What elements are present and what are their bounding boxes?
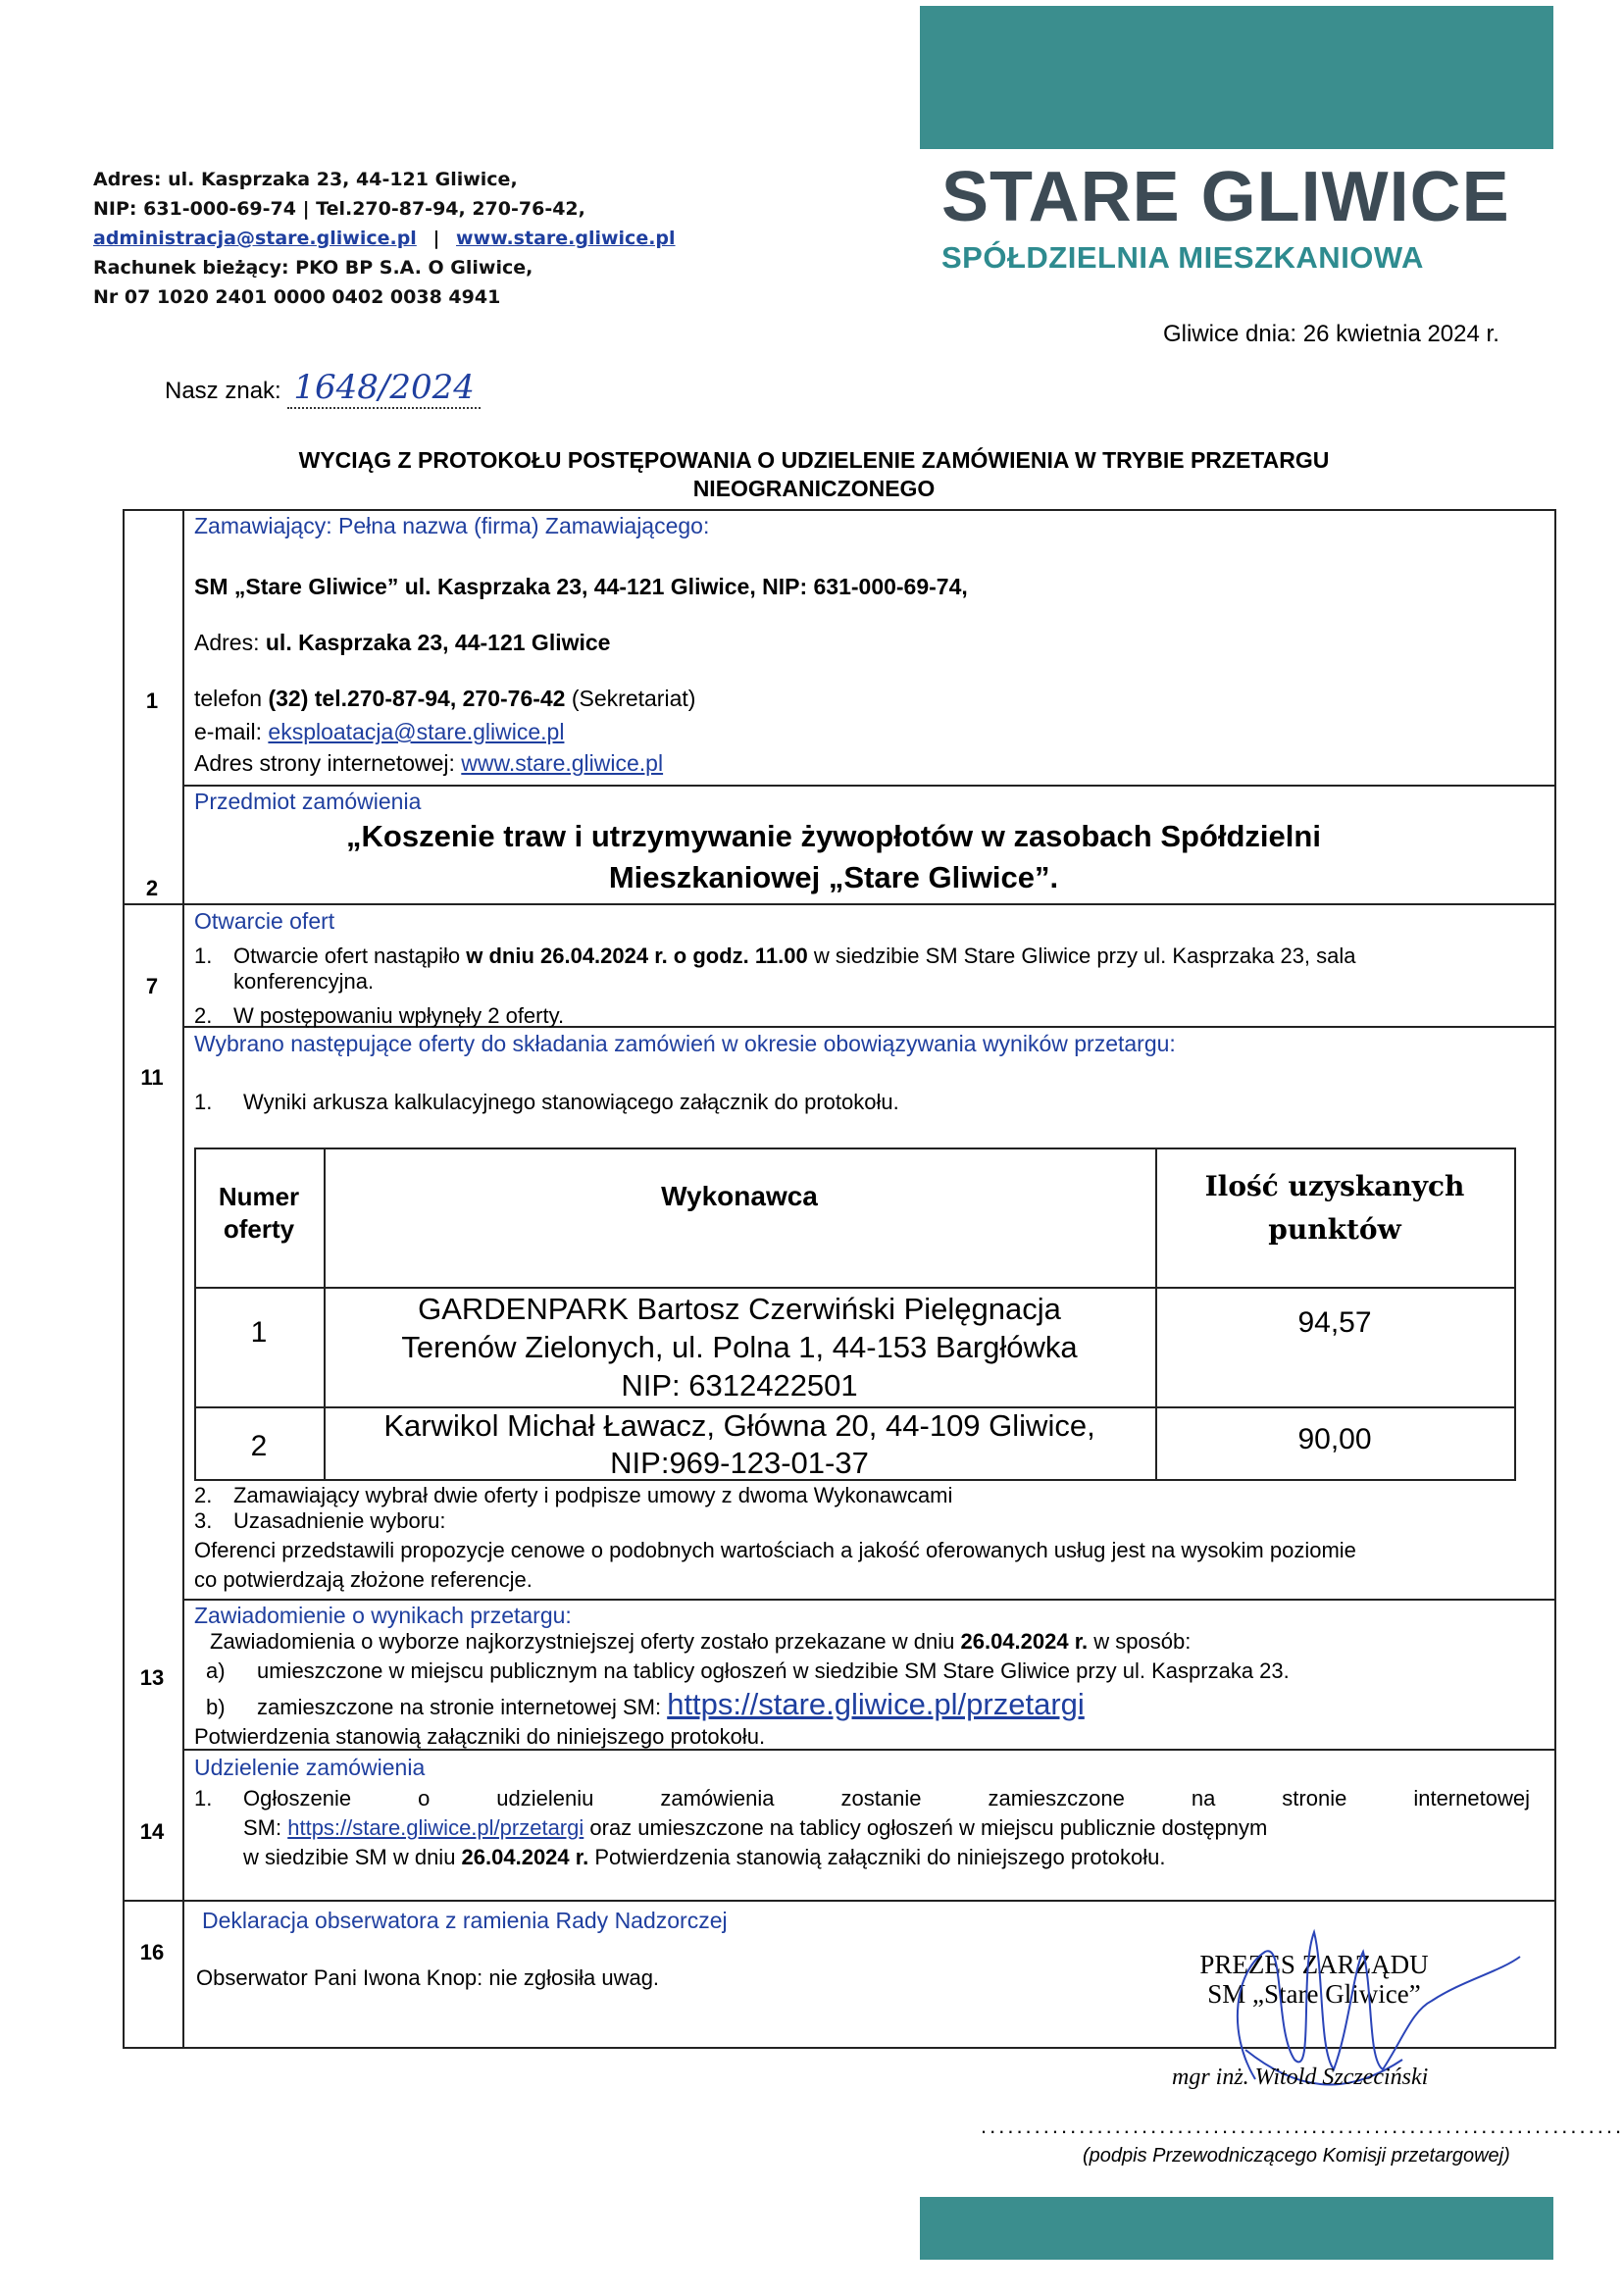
account-number-line: Nr 07 1020 2401 0000 0402 0038 4941 (93, 286, 501, 308)
notice-text-a: Zawiadomienia o wyborze najkorzystniejszej oferty zostało przekazane w dniu (210, 1629, 961, 1654)
word: zamówienia (660, 1786, 775, 1810)
contractor-line: Karwikol Michał Ławacz, Główna 20, 44-109 Gliwice, (383, 1408, 1095, 1443)
item-number: 1. (194, 1786, 213, 1810)
stamp-line-2: SM „Stare Gliwice” (1207, 1979, 1421, 2009)
account-line: Rachunek bieżący: PKO BP S.A. O Gliwice, (93, 257, 533, 279)
word: internetowej (1413, 1786, 1530, 1810)
table-top-border (123, 509, 1556, 511)
col-header-line: Ilość uzyskanych (1204, 1170, 1465, 1202)
notice-date: 26.04.2024 r. (960, 1629, 1089, 1654)
contractor-1 (324, 1290, 1155, 1404)
notice-intro (210, 1628, 1191, 1655)
offers-top (194, 1148, 1516, 1149)
address-line: Adres: ul. Kasprzaka 23, 44-121 Gliwice, (93, 169, 518, 190)
word: zostanie (840, 1786, 922, 1810)
word: zamieszczone (988, 1786, 1125, 1810)
signature-dots: ........................................................................ (981, 2114, 1624, 2138)
document-title (177, 446, 1451, 503)
notice-item-a-text: umieszczone w miejscu publicznym na tablicy ogłoszeń w siedzibie SM Stare Gliwice przy ul. Kasprzaka 23. (257, 1658, 1290, 1683)
item-number: 1. (194, 944, 213, 968)
opening-text-c: w siedzibie SM Stare Gliwice przy ul. Kasprzaka 23, sala (807, 944, 1356, 968)
buyer-phone-value: (32) tel.270-87-94, 270-76-42 (268, 686, 566, 711)
tenders-link[interactable]: https://stare.gliwice.pl/przetargi (667, 1687, 1085, 1721)
results-item-3 (194, 1508, 445, 1533)
buyer-phone-suffix: (Sekretariat) (565, 686, 696, 711)
justification-line: Oferenci przedstawili propozycje cenowe o podobnych wartościach a jakość oferowanych usług jest na wysokim poziomie (194, 1538, 1356, 1562)
buyer-email-link[interactable]: eksploatacja@stare.gliwice.pl (268, 719, 565, 744)
subject-line-1: „Koszenie traw i utrzymywanie żywopłotów w zasobach Spółdzielni (346, 819, 1321, 853)
item-number: 2. (194, 1003, 213, 1028)
buyer-www-label: Adres strony internetowej: (194, 750, 462, 776)
signature-caption: (podpis Przewodniczącego Komisji przetargowej) (1083, 2145, 1510, 2167)
address-block (93, 165, 721, 312)
results-item-2 (194, 1483, 952, 1507)
footer-banner (920, 2197, 1553, 2260)
col-header-offer-number (194, 1181, 324, 1246)
offer-number-1: 1 (250, 1316, 268, 1349)
section-number-7: 7 (145, 974, 159, 998)
buyer-phone-label: telefon (194, 686, 269, 711)
word: Ogłoszenie (243, 1786, 352, 1810)
logo-subtitle: SPÓŁDZIELNIA MIESZKANIOWA (941, 240, 1424, 275)
section-number-13: 13 (139, 1665, 165, 1690)
opening-text-d: konferencyjna. (233, 969, 375, 994)
justification-line: co potwierdzają złożone referencje. (194, 1567, 533, 1592)
item-number: 1. (194, 1090, 213, 1114)
contractor-line: GARDENPARK Bartosz Czerwiński Pielęgnacja (418, 1292, 1061, 1326)
section-number-1: 1 (145, 688, 159, 713)
word: na (1191, 1786, 1216, 1810)
item-number: 2. (194, 1483, 213, 1507)
offers-right (1514, 1148, 1516, 1481)
award-text-a: SM: (243, 1815, 288, 1840)
item-letter: a) (206, 1658, 226, 1683)
opening-text-a: Otwarcie ofert nastąpiło (233, 944, 467, 968)
notice-text-c: w sposób: (1088, 1629, 1192, 1654)
section-11-label: Wybrano następujące oferty do składania zamówień w okresie obowiązywania wyników przetargu: (194, 1031, 1176, 1056)
notice-item-b-text: zamieszczone na stronie internetowej SM: (257, 1695, 668, 1719)
award-line-3 (243, 1844, 1165, 1870)
stamp-line-1: PREZES ZARZĄDU (1199, 1950, 1429, 1979)
contractor-2 (324, 1407, 1155, 1482)
award-line-1 (194, 1785, 1530, 1811)
order-subject (196, 816, 1471, 898)
buyer-name: SM „Stare Gliwice” ul. Kasprzaka 23, 44-121 Gliwice, NIP: 631-000-69-74, (194, 574, 968, 599)
buyer-address-label: Adres: (194, 630, 266, 655)
contractor-line: NIP: 6312422501 (621, 1368, 858, 1402)
reference-value: 1648/2024 (287, 368, 481, 409)
notice-item-a (206, 1658, 1290, 1684)
subject-line-2: Mieszkaniowej „Stare Gliwice”. (608, 860, 1059, 894)
section-number-14: 14 (139, 1819, 165, 1844)
award-line-2 (243, 1814, 1267, 1841)
section-2-label: Przedmiot zamówienia (194, 789, 422, 814)
email-www-line (93, 224, 721, 253)
results-text: Wyniki arkusza kalkulacyjnego stanowiącego załącznik do protokołu. (243, 1090, 899, 1114)
document-date: Gliwice dnia: 26 kwietnia 2024 r. (1163, 321, 1499, 347)
table-mid-border (182, 509, 184, 2049)
points-2: 90,00 (1297, 1423, 1372, 1455)
award-words (243, 1785, 1530, 1811)
buyer-www (194, 750, 663, 777)
row-separator (123, 1900, 1556, 1902)
section-16-label: Deklaracja obserwatora z ramienia Rady Nadzorczej (202, 1908, 728, 1933)
observer-note: Obserwator Pani Iwona Knop: nie zgłosiła uwag. (196, 1965, 660, 1990)
buyer-phone (194, 686, 695, 712)
section-number-2: 2 (145, 876, 159, 900)
offers-table (194, 1148, 1516, 1481)
col-header-line: Numer (218, 1182, 300, 1211)
row-separator (182, 785, 1555, 787)
notice-item-b (206, 1687, 1085, 1721)
section-7-label: Otwarcie ofert (194, 908, 335, 934)
reference-label: Nasz znak: (165, 378, 281, 404)
offer-number-2: 2 (250, 1430, 268, 1462)
item-letter: b) (206, 1695, 226, 1719)
admin-email-link[interactable]: administracja@stare.gliwice.pl (93, 228, 417, 249)
nip-phone-line: NIP: 631-000-69-74 | Tel.270-87-94, 270-76-42, (93, 198, 585, 220)
contractor-line: Terenów Zielonych, ul. Polna 1, 44-153 Bargłówka (401, 1330, 1078, 1364)
opening-item-1 (194, 944, 1548, 994)
buyer-email-label: e-mail: (194, 719, 269, 744)
award-text-c: w siedzibie SM w dniu (243, 1845, 462, 1869)
word: stronie (1282, 1786, 1347, 1810)
justification-label: Uzasadnienie wyboru: (233, 1508, 446, 1533)
award-date: 26.04.2024 r. (461, 1845, 589, 1869)
col-header-contractor: Wykonawca (661, 1181, 818, 1211)
opening-date: w dniu 26.04.2024 r. o godz. 11.00 (466, 944, 808, 968)
col-header-line: oferty (223, 1214, 295, 1244)
selection-text: Zamawiający wybrał dwie oferty i podpisze umowy z dwoma Wykonawcami (233, 1483, 953, 1507)
points-1: 94,57 (1297, 1306, 1372, 1339)
buyer-email (194, 719, 564, 745)
section-number-11: 11 (140, 1065, 164, 1090)
col-header-line: punktów (1268, 1213, 1401, 1246)
award-tenders-link[interactable]: https://stare.gliwice.pl/przetargi (287, 1815, 584, 1840)
justification (194, 1536, 1552, 1595)
header-banner (920, 6, 1553, 149)
award-text-d: Potwierdzenia stanowią załączniki do niniejszego protokołu. (588, 1845, 1166, 1869)
table-right-border (1554, 509, 1556, 2049)
opening-item-2 (194, 1002, 564, 1029)
president-name: mgr inż. Witold Szczeciński (1172, 2065, 1429, 2090)
col-header-points (1155, 1165, 1514, 1251)
reference-number (165, 368, 481, 407)
title-line-1: WYCIĄG Z PROTOKOŁU POSTĘPOWANIA O UDZIELENIE ZAMÓWIENIA W TRYBIE PRZETARGU (298, 447, 1330, 473)
offers-header-bottom (194, 1287, 1516, 1289)
item-number: 3. (194, 1508, 213, 1533)
title-line-2: NIEOGRANICZONEGO (692, 476, 936, 501)
notice-confirm: Potwierdzenia stanowią załączniki do niniejszego protokołu. (194, 1724, 766, 1749)
row-separator (123, 903, 1556, 905)
row-separator (182, 1599, 1555, 1601)
buyer-www-link[interactable]: www.stare.gliwice.pl (461, 750, 664, 776)
award-text-b: oraz umieszczone na tablicy ogłoszeń w miejscu publicznie dostępnym (584, 1815, 1268, 1840)
section-number-16: 16 (139, 1940, 165, 1964)
logo-title: STARE GLIWICE (941, 158, 1510, 236)
buyer-address-value: ul. Kasprzaka 23, 44-121 Gliwice (265, 630, 611, 655)
table-left-border (123, 509, 125, 2049)
www-link[interactable]: www.stare.gliwice.pl (456, 228, 676, 249)
section-1-label: Zamawiający: Pełna nazwa (firma) Zamawiającego: (194, 513, 710, 538)
separator: | (432, 228, 440, 249)
contractor-line: NIP:969-123-01-37 (610, 1446, 869, 1480)
section-13-label: Zawiadomienie o wynikach przetargu: (194, 1603, 572, 1628)
logo (941, 158, 1569, 276)
section-14-label: Udzielenie zamówienia (194, 1755, 426, 1780)
buyer-address (194, 630, 610, 656)
offers-received: W postępowaniu wpłynęły 2 oferty. (233, 1003, 565, 1028)
word: udzieleniu (496, 1786, 594, 1810)
word: o (418, 1786, 431, 1810)
results-item-1 (194, 1089, 899, 1115)
